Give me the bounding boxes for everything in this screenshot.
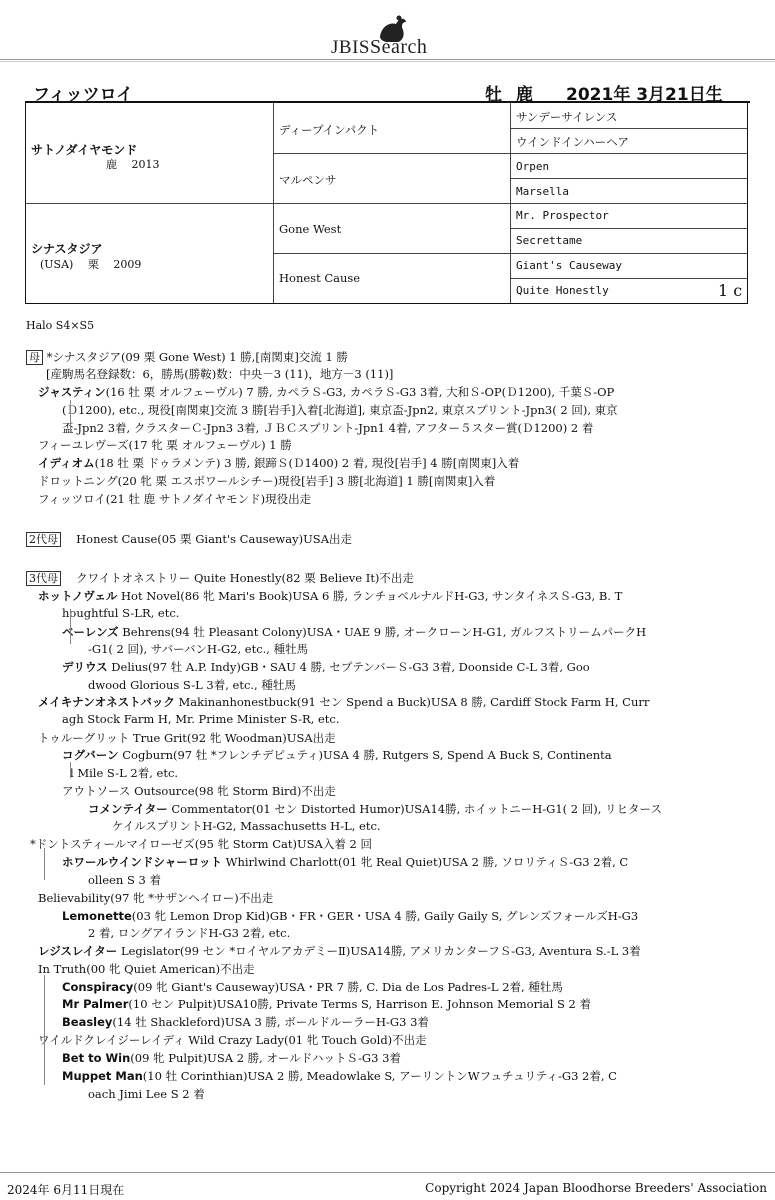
family-line xyxy=(26,570,414,586)
ped-dsd[interactable]: Secrettame xyxy=(516,234,583,247)
family-line-text: *シナスタジア(09 栗 Gone West) 1 勝,[南関東]交流 1 勝 xyxy=(46,350,348,364)
family-line xyxy=(62,402,618,418)
family-line xyxy=(62,908,638,924)
family-line-text: (14 牡 Shackleford)USA 3 勝, ボールドルーラーH-G3 3着 xyxy=(112,1015,429,1029)
family-line-text: アウトソース Outsource(98 牝 Storm Bird)不出走 xyxy=(62,784,336,798)
ped-dss[interactable]: Mr. Prospector xyxy=(516,209,609,222)
family-line xyxy=(62,979,563,995)
footer-date: 2024年 6月11日現在 xyxy=(7,1183,125,1197)
family-line-text: Delius(97 牡 A.P. Indy)GB・SAU 4 勝, セプテンバーＳ-G3 3着, Doonside C-L 3着, Goo xyxy=(107,660,590,674)
logo-text: JBISSearch xyxy=(331,36,428,58)
family-line-text: Hot Novel(86 牝 Mari's Book)USA 6 勝, ランチョベルナルドH-G3, サンタイネスＳ-G3, B. T xyxy=(117,589,623,603)
family-line xyxy=(62,1014,429,1030)
horse-link[interactable]: メイキナンオネストバック xyxy=(38,695,175,709)
family-line xyxy=(62,712,340,726)
family-line-text: In Truth(00 牝 Quiet American)不出走 xyxy=(38,962,255,976)
ped-ssd[interactable]: ウインドインハーヘア xyxy=(516,135,629,149)
family-line xyxy=(62,854,628,870)
family-line xyxy=(62,747,612,763)
family-line xyxy=(62,996,591,1012)
inbreeding-note: Halo S4×S5 xyxy=(26,319,95,332)
family-line xyxy=(62,1068,617,1084)
generation-label: 3代母 xyxy=(26,571,61,586)
generation-label: 2代母 xyxy=(26,532,61,547)
family-line-text: [産駒馬名登録数：6，勝馬(勝鞍)数：中央－3 (11)，地方－3 (11)] xyxy=(46,367,394,381)
horse-sex-color: 牡 鹿 xyxy=(485,85,537,105)
horse-link[interactable]: Bet to Win xyxy=(62,1051,131,1065)
family-line xyxy=(38,473,495,489)
family-line-text: Honest Cause(05 栗 Giant's Causeway)USA出走 xyxy=(76,532,352,546)
horse-link[interactable]: ジャスティン xyxy=(38,385,106,399)
horse-link[interactable]: Lemonette xyxy=(62,909,132,923)
family-line-text: ケイルスプリントH-G2, Massachusetts H-L, etc. xyxy=(112,819,381,833)
indent-bar xyxy=(44,975,45,1085)
family-line xyxy=(46,366,393,382)
header-divider-2 xyxy=(0,61,775,62)
family-line-text: Whirlwind Charlott(01 牝 Real Quiet)USA 2 勝, ソロリティＳ-G3 2着, C xyxy=(221,855,629,869)
family-line xyxy=(70,765,178,781)
family-line xyxy=(38,437,292,453)
family-line xyxy=(62,624,646,640)
pedigree-table xyxy=(25,103,748,304)
family-line-text: Behrens(94 牡 Pleasant Colony)USA・UAE 9 勝, オークローンH-G1, ガルフストリームパークH xyxy=(118,625,647,639)
family-line-text: Believability(97 牝 *サザンヘイロー)不出走 xyxy=(38,891,274,905)
family-line-text: agh Stock Farm H, Mr. Prime Minister S-R, etc. xyxy=(62,712,340,726)
family-line-text: l Mile S-L 2着, etc. xyxy=(70,766,179,780)
sire-sire[interactable]: ディープインパクト xyxy=(279,123,380,137)
family-number: 1 c xyxy=(718,281,743,300)
family-line xyxy=(62,1050,401,1066)
family-line xyxy=(38,943,641,959)
family-line xyxy=(88,925,290,941)
family-line-text: (09 牝 Giant's Causeway)USA・PR 7 勝, C. Dia de Los Padres-L 2着, 種牡馬 xyxy=(133,980,563,994)
horse-link[interactable]: Conspiracy xyxy=(62,980,134,994)
horse-link[interactable]: コメンテイター xyxy=(88,802,168,816)
family-line-text: oach Jimi Lee S 2 着 xyxy=(88,1087,205,1101)
family-line-text: Cogburn(97 牡 *フレンチデピュティ)USA 4 勝, Rutgers S, Spend A Buck S, Continenta xyxy=(118,748,612,762)
family-line-text: ワイルドクレイジーレイディ Wild Crazy Lady(01 牝 Touch Gold)不出走 xyxy=(38,1033,427,1047)
ped-dds[interactable]: Giant's Causeway xyxy=(516,259,622,272)
family-line xyxy=(112,818,381,834)
footer-copyright: Copyright 2024 Japan Bloodhorse Breeders' Association xyxy=(425,1181,767,1195)
family-line xyxy=(38,890,273,906)
horse-link[interactable]: Mr Palmer xyxy=(62,997,129,1011)
family-line xyxy=(38,694,649,710)
site-logo[interactable] xyxy=(0,8,775,58)
family-line-text: クワイトオネストリー Quite Honestly(82 栗 Believe It)不出走 xyxy=(76,571,414,585)
family-line xyxy=(38,491,311,507)
family-line-text: フィッツロイ(21 牡 鹿 サトノダイヤモンド)現役出走 xyxy=(38,492,312,506)
dam-name[interactable]: シナスタジア xyxy=(31,242,103,256)
family-line-text: Makinanhonestbuck(91 セン Spend a Buck)USA 8 勝, Cardiff Stock Farm H, Curr xyxy=(174,695,650,709)
horse-name: フィッツロイ xyxy=(33,85,134,105)
family-line-text: (03 牝 Lemon Drop Kid)GB・FR・GER・USA 4 勝, Gaily Gaily S, グレンズフォールズH-G3 xyxy=(131,909,639,923)
family-line-text: (10 セン Pulpit)USA10勝, Private Terms S, Harrison E. Johnson Memorial S 2 着 xyxy=(128,997,591,1011)
header-divider xyxy=(0,59,775,60)
horse-link[interactable]: ホットノヴェル xyxy=(38,589,118,603)
family-line-text: (10 牡 Corinthian)USA 2 勝, Meadowlake S, アーリントンWフュチュリティ-G3 2着, C xyxy=(142,1069,617,1083)
horse-link[interactable]: ホワールウインドシャーロット xyxy=(62,855,222,869)
family-line-text: (09 牝 Pulpit)USA 2 勝, オールドハットＳ-G3 3着 xyxy=(130,1051,401,1065)
horse-link[interactable]: レジスレイター xyxy=(38,944,118,958)
sire-info: 鹿 2013 xyxy=(106,158,160,171)
horse-link[interactable]: Beasley xyxy=(62,1015,113,1029)
family-line-text: Commentator(01 セン Distorted Humor)USA14勝, ホイットニーH-G1( 2 回), リヒタース xyxy=(167,802,662,816)
family-line-text: olleen S 3 着 xyxy=(88,873,161,887)
family-line xyxy=(62,606,179,620)
family-line xyxy=(88,872,161,888)
family-line xyxy=(38,384,614,400)
dam-info: (USA) 栗 2009 xyxy=(40,258,142,271)
family-line xyxy=(38,961,255,977)
horse-birth-date: 2021年 3月21日生 xyxy=(566,85,723,105)
ped-sds[interactable]: Orpen xyxy=(516,160,550,173)
family-line-text: 盃-Jpn2 3着, クラスターＣ-Jpn3 3着, ＪＢＣスプリント-Jpn1 4着, アフター５スター賞(Ｄ1200) 2 着 xyxy=(62,421,594,435)
sire-dam[interactable]: マルペンサ xyxy=(279,173,337,187)
family-line xyxy=(88,801,662,817)
family-line-text: 2 着, ロングアイランドH-G3 2着, etc. xyxy=(88,926,291,940)
generation-label: 母 xyxy=(26,350,43,365)
family-line-text: (18 牡 栗 ドゥラメンテ) 3 勝, 銀蹄Ｓ(Ｄ1400) 2 着, 現役[岩手] 4 勝[南関東]入着 xyxy=(94,456,520,470)
ped-sdd[interactable]: Marsella xyxy=(516,185,569,198)
family-line-text: ドロットニング(20 牝 栗 エスポワールシチー)現役[岩手] 3 勝[北海道] 1 勝[南関東]入着 xyxy=(38,474,496,488)
family-line xyxy=(38,588,622,604)
dam-dam[interactable]: Honest Cause xyxy=(279,271,361,285)
horse-link[interactable]: ベーレンズ xyxy=(62,625,119,639)
horse-link[interactable]: イディオム xyxy=(38,456,95,470)
indent-bar xyxy=(70,762,71,778)
family-line-text: (16 牡 栗 オルフェーヴル) 7 勝, カペラＳ-G3, カペラＳ-G3 3着, 大和Ｓ-OP(Ｄ1200), 千葉Ｓ-OP xyxy=(105,385,615,399)
family-line-text: dwood Glorious S-L 3着, etc., 種牡馬 xyxy=(88,678,296,692)
footer-divider xyxy=(0,1172,775,1173)
family-line-text: houghtful S-LR, etc. xyxy=(62,606,180,620)
horse-link[interactable]: デリウス xyxy=(62,660,108,674)
family-line xyxy=(62,420,593,436)
sire-name[interactable]: サトノダイヤモンド xyxy=(31,143,138,157)
ped-ddd[interactable]: Quite Honestly xyxy=(516,284,609,297)
indent-bar xyxy=(44,848,45,880)
family-line xyxy=(38,730,336,746)
family-line-text: トゥルーグリット True Grit(92 牝 Woodman)USA出走 xyxy=(38,731,336,745)
family-line-text: (Ｄ1200), etc., 現役[南関東]交流 3 勝[岩手]入着[北海道], 東京盃-Jpn2, 東京スプリント-Jpn3( 2 回), 東京 xyxy=(62,403,618,417)
family-line xyxy=(62,659,590,675)
horse-link[interactable]: コグバーン xyxy=(62,748,119,762)
family-line xyxy=(30,836,372,852)
ped-sss[interactable]: サンデーサイレンス xyxy=(516,110,618,124)
family-line xyxy=(62,783,336,799)
family-line xyxy=(26,349,348,365)
family-line-text: Legislator(99 セン *ロイヤルアカデミーⅡ)USA14勝, アメリカンターフＳ-G3, Aventura S.-L 3着 xyxy=(117,944,641,958)
family-line-text: フィーユレヴーズ(17 牝 栗 オルフェーヴル) 1 勝 xyxy=(38,438,292,452)
dam-sire[interactable]: Gone West xyxy=(279,222,342,236)
family-line xyxy=(26,531,352,547)
family-line xyxy=(38,455,519,471)
family-line-text: *ドントスティールマイローゼズ(95 牝 Storm Cat)USA入着 2 回 xyxy=(30,837,372,851)
family-line xyxy=(88,677,296,693)
indent-bar xyxy=(70,609,71,644)
family-line xyxy=(88,1086,205,1102)
family-line xyxy=(88,641,308,657)
family-line xyxy=(38,1032,427,1048)
horse-link[interactable]: Muppet Man xyxy=(62,1069,143,1083)
family-line-text: -G1( 2 回), サバーバンH-G2, etc., 種牡馬 xyxy=(88,642,309,656)
indent-bar xyxy=(70,400,71,432)
